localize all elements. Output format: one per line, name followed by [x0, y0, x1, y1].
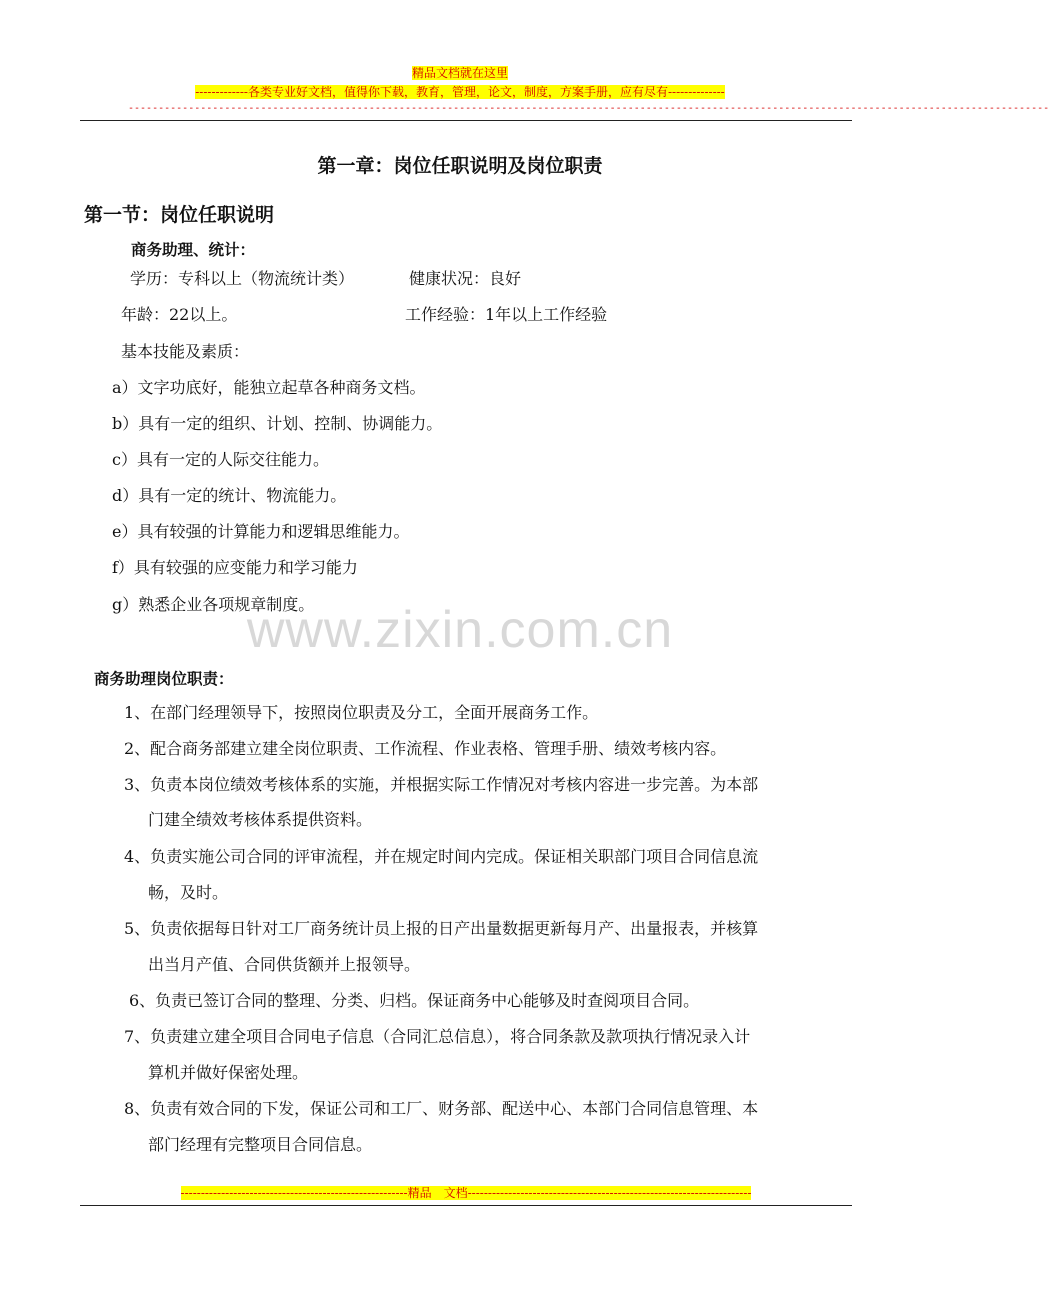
footer-rule — [80, 1205, 852, 1206]
watermark: www.zixin.com.cn — [246, 601, 674, 659]
age-requirement: 年龄：22以上。 — [121, 305, 238, 324]
header-banner-line1: 精品文档就在这里 — [411, 66, 508, 80]
duty-item-continuation: 算机并做好保密处理。 — [148, 1063, 309, 1082]
duty-item-continuation: 出当月产值、合同供货额并上报领导。 — [148, 955, 421, 974]
duty-item: 3、负责本岗位绩效考核体系的实施，并根据实际工作情况对考核内容进一步完善。为本部 — [124, 775, 759, 794]
duty-item: 5、负责依据每日针对工厂商务统计员上报的日产出量数据更新每月产、出量报表，并核算 — [124, 919, 759, 938]
skill-item: e）具有较强的计算能力和逻辑思维能力。 — [112, 522, 410, 541]
skill-item: c）具有一定的人际交往能力。 — [112, 450, 329, 469]
duty-item-continuation: 部门经理有完整项目合同信息。 — [148, 1135, 373, 1154]
skill-item: f）具有较强的应变能力和学习能力 — [112, 558, 358, 577]
duty-item-continuation: 门建全绩效考核体系提供资料。 — [148, 810, 373, 829]
health-requirement: 健康状况：良好 — [409, 269, 522, 288]
header-banner-line2: -------------各类专业好文档，值得你下载，教育，管理，论文，制度，方案手册，应有尽有-------------- — [195, 85, 725, 99]
position-heading: 商务助理、统计： — [131, 241, 256, 259]
education-requirement: 学历：专科以上（物流统计类） — [130, 269, 355, 288]
duty-item: 7、负责建立建全项目合同电子信息（合同汇总信息），将合同条款及款项执行情况录入计 — [124, 1027, 751, 1046]
section-title: 第一节：岗位任职说明 — [84, 204, 275, 226]
duty-item-continuation: 畅，及时。 — [148, 883, 229, 902]
header-rule — [80, 120, 852, 121]
skills-heading: 基本技能及素质： — [121, 342, 250, 361]
duty-item: 8、负责有效合同的下发，保证公司和工厂、财务部、配送中心、本部门合同信息管理、本 — [124, 1099, 759, 1118]
duties-heading: 商务助理岗位职责： — [94, 670, 234, 688]
experience-requirement: 工作经验：1年以上工作经验 — [405, 305, 608, 324]
duty-item: 2、配合商务部建立建全岗位职责、工作流程、作业表格、管理手册、绩效考核内容。 — [124, 739, 727, 758]
duty-item: 1、在部门经理领导下，按照岗位职责及分工，全面开展商务工作。 — [124, 703, 599, 722]
duty-item: 4、负责实施公司合同的评审流程，并在规定时间内完成。保证相关职部门项目合同信息流 — [124, 847, 759, 866]
duty-item: 6、负责已签订合同的整理、分类、归档。保证商务中心能够及时查阅项目合同。 — [129, 991, 700, 1010]
footer-banner: --------------------------------------------------------精品 文档---------------------------------------------------------------------- — [180, 1186, 752, 1200]
skill-item: d）具有一定的统计、物流能力。 — [112, 486, 347, 505]
skill-item: a）文字功底好，能独立起草各种商务文档。 — [112, 378, 426, 397]
skill-item: g）熟悉企业各项规章制度。 — [112, 595, 315, 614]
skill-item: b）具有一定的组织、计划、控制、协调能力。 — [112, 414, 443, 433]
chapter-title: 第一章：岗位任职说明及岗位职责 — [317, 155, 603, 177]
header-dashed-line: --------------------------------------------------------------------------------------------------------------------------------------------------------- — [128, 103, 1049, 114]
